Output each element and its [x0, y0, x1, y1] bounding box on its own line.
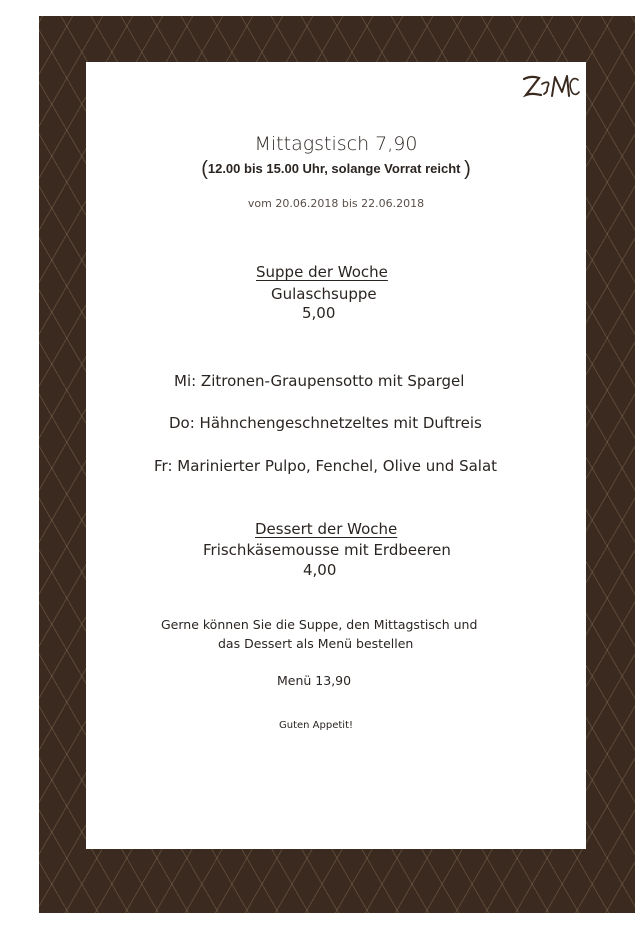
serving-hours — [86, 158, 586, 181]
menu-note-line1: Gerne können Sie die Suppe, den Mittagstisch und — [161, 617, 478, 632]
menu-note-line2: das Dessert als Menü bestellen — [218, 636, 414, 651]
znc-logo — [520, 70, 580, 104]
menu-price: Menü 13,90 — [277, 673, 352, 688]
dessert-heading: Dessert der Woche — [255, 520, 398, 538]
day-item-friday: Fr: Marinierter Pulpo, Fenchel, Olive und Salat — [154, 457, 498, 475]
soup-price: 5,00 — [302, 304, 336, 322]
soup-name: Gulaschsuppe — [271, 285, 377, 303]
serving-hours-text: 12.00 bis 15.00 Uhr, solange Vorrat reicht — [207, 161, 461, 176]
dessert-name: Frischkäsemousse mit Erdbeeren — [203, 541, 451, 559]
dessert-price: 4,00 — [303, 561, 337, 579]
menu-title: Mittagstisch 7,90 — [254, 133, 418, 155]
open-paren: ( — [201, 158, 208, 180]
day-item-thursday: Do: Hähnchengeschnetzeltes mit Duftreis — [169, 414, 482, 432]
close-paren: ) — [464, 158, 471, 180]
date-range: vom 20.06.2018 bis 22.06.2018 — [247, 197, 425, 210]
closing-greeting: Guten Appetit! — [279, 720, 353, 731]
day-item-wednesday: Mi: Zitronen-Graupensotto mit Spargel — [174, 372, 465, 390]
soup-heading: Suppe der Woche — [256, 263, 388, 281]
